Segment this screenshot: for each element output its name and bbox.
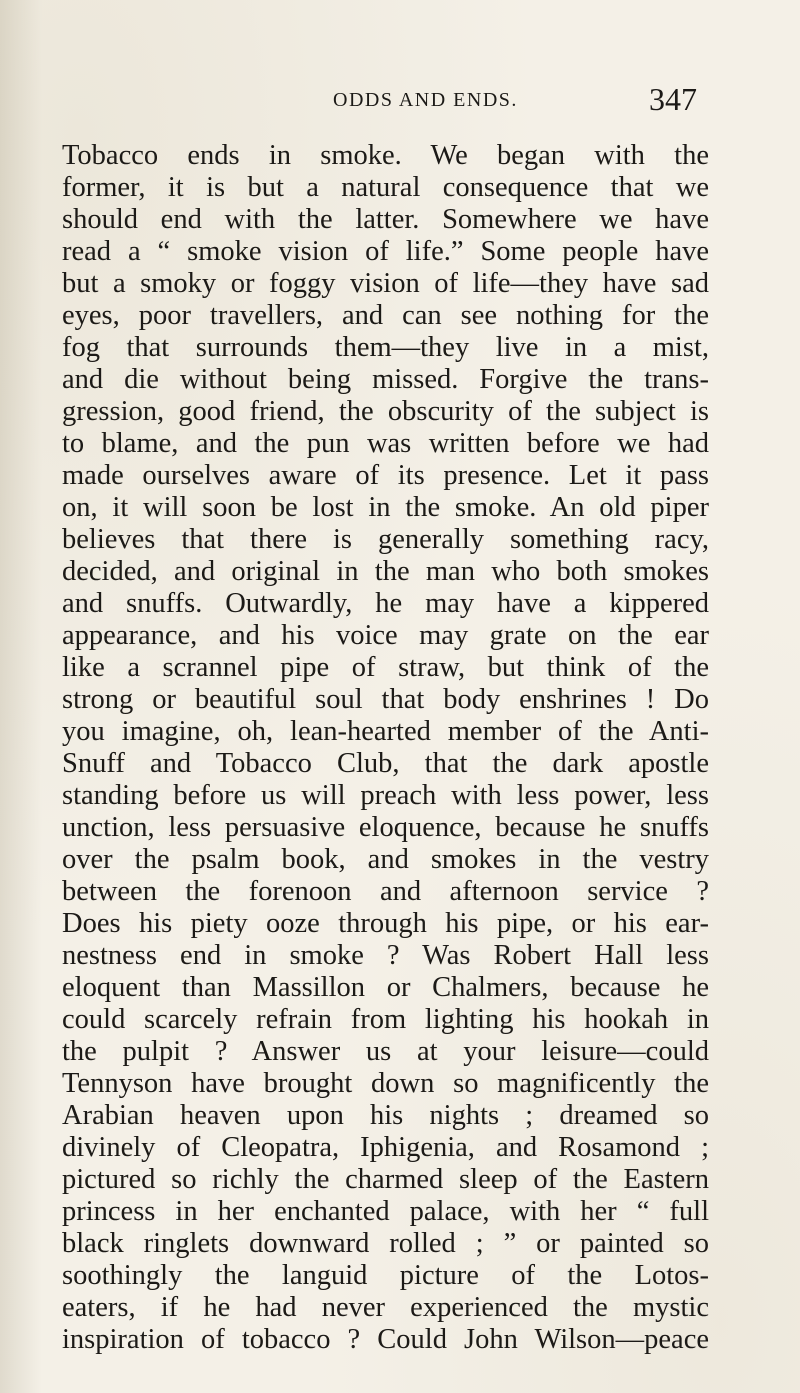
- text-line: inspiration of tobacco ? Could John Wilson—peace: [62, 1324, 709, 1355]
- text-line: to blame, and the pun was written before we had: [62, 428, 709, 459]
- text-line: appearance, and his voice may grate on the ear: [62, 620, 709, 651]
- text-line: could scarcely refrain from lighting his hookah in: [62, 1004, 709, 1035]
- text-line: over the psalm book, and smokes in the vestry: [62, 844, 709, 875]
- text-line: believes that there is generally something racy,: [62, 524, 709, 555]
- text-line: like a scrannel pipe of straw, but think of the: [62, 652, 709, 683]
- text-line: on, it will soon be lost in the smoke. An old piper: [62, 492, 709, 523]
- text-line: but a smoky or foggy vision of life—they have sad: [62, 268, 709, 299]
- page-gutter-shadow: [0, 0, 42, 1393]
- text-line: read a “ smoke vision of life.” Some people have: [62, 236, 709, 267]
- text-line: unction, less persuasive eloquence, because he snuffs: [62, 812, 709, 843]
- text-line: made ourselves aware of its presence. Let it pass: [62, 460, 709, 491]
- text-line: eloquent than Massillon or Chalmers, because he: [62, 972, 709, 1003]
- text-line: black ringlets downward rolled ; ” or painted so: [62, 1228, 709, 1259]
- running-title: ODDS AND ENDS.: [333, 89, 518, 111]
- running-head: [0, 81, 800, 128]
- page-number: 347: [649, 81, 697, 117]
- text-line: Does his piety ooze through his pipe, or his ear-: [62, 908, 709, 939]
- text-line: soothingly the languid picture of the Lotos-: [62, 1260, 709, 1291]
- text-line: Arabian heaven upon his nights ; dreamed so: [62, 1100, 709, 1131]
- text-line: Tennyson have brought down so magnificently the: [62, 1068, 709, 1099]
- text-line: should end with the latter. Somewhere we have: [62, 204, 709, 235]
- text-line: Tobacco ends in smoke. We began with the: [62, 140, 709, 171]
- text-line: you imagine, oh, lean-hearted member of the Anti-: [62, 716, 709, 747]
- text-line: between the forenoon and afternoon service ?: [62, 876, 709, 907]
- text-line: former, it is but a natural consequence that we: [62, 172, 709, 203]
- text-line: gression, good friend, the obscurity of the subject is: [62, 396, 709, 427]
- text-line: eaters, if he had never experienced the mystic: [62, 1292, 709, 1323]
- text-line: Snuff and Tobacco Club, that the dark apostle: [62, 748, 709, 779]
- text-line: fog that surrounds them—they live in a mist,: [62, 332, 709, 363]
- text-line: and die without being missed. Forgive the trans-: [62, 364, 709, 395]
- text-line: decided, and original in the man who both smokes: [62, 556, 709, 587]
- text-line: divinely of Cleopatra, Iphigenia, and Rosamond ;: [62, 1132, 709, 1163]
- text-line: nestness end in smoke ? Was Robert Hall less: [62, 940, 709, 971]
- text-line: eyes, poor travellers, and can see nothing for the: [62, 300, 709, 331]
- text-line: and snuffs. Outwardly, he may have a kippered: [62, 588, 709, 619]
- text-line: princess in her enchanted palace, with her “ full: [62, 1196, 709, 1227]
- text-line: strong or beautiful soul that body enshrines ! Do: [62, 684, 709, 715]
- text-line: standing before us will preach with less power, less: [62, 780, 709, 811]
- text-line: pictured so richly the charmed sleep of the Eastern: [62, 1164, 709, 1195]
- text-line: the pulpit ? Answer us at your leisure—could: [62, 1036, 709, 1067]
